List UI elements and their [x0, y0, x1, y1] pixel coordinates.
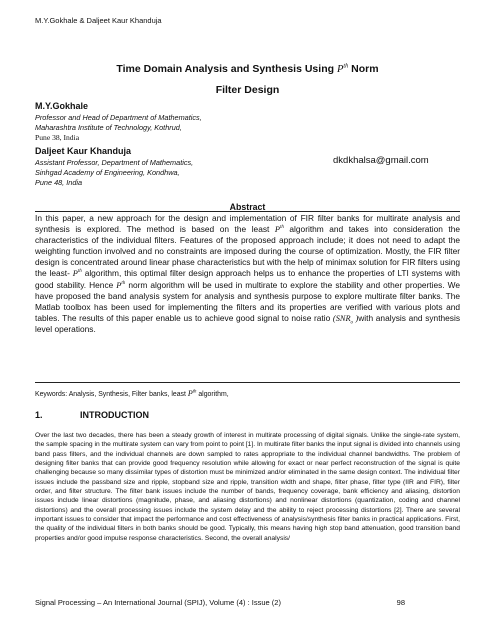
abstract-bottom-rule	[35, 382, 460, 383]
title-text-after: Norm	[348, 63, 379, 75]
page-number: 98	[396, 598, 405, 607]
author-1-affiliation-line: Maharashtra Institute of Technology, Kothrud,	[35, 123, 182, 133]
title-text-before: Time Domain Analysis and Synthesis Using	[116, 63, 337, 75]
section-title: INTRODUCTION	[80, 410, 149, 420]
paper-title-line-2: Filter Design	[215, 84, 280, 96]
running-head: M.Y.Gokhale & Daljeet Kaur Khanduja	[35, 16, 162, 25]
author-1-affiliation	[35, 113, 202, 144]
pth-symbol: $P^{th}$	[274, 225, 284, 235]
keywords-line: Keywords: Analysis, Synthesis, Filter banks, least $P^{th}$ algorithm,	[35, 389, 229, 398]
abstract-top-rule	[35, 211, 460, 212]
section-heading-introduction	[35, 410, 149, 420]
author-2-affiliation-line: Sinhgad Academy of Engineering, Kondhwa,	[35, 168, 180, 178]
page-footer	[35, 598, 460, 607]
author-2-affiliation	[35, 158, 193, 189]
author-2-affiliation-line: Assistant Professor, Department of Mathematics,	[35, 158, 194, 167]
author-1-name: M.Y.Gokhale	[35, 101, 89, 111]
author-2-email[interactable]: dkdkhalsa@gmail.com	[333, 155, 429, 166]
paper-title-line-1	[35, 63, 460, 75]
section-number: 1.	[35, 410, 43, 420]
author-1-affiliation-line: Professor and Head of Department of Mathematics,	[35, 113, 202, 122]
introduction-paragraph: Over the last two decades, there has been a steady growth of interest in multirate processing of digital signals. Unlike the single-rate system, the sample spacing in the multirate system can vary from point to point [1]. In multirate filter banks the input signal is divided into channels using band pass filters, and the individual channels are down sampled to rates appropriate to the individual channel bandwidths. The problem of designing filter banks that can provide good frequency resolution while allowing for exact or near perfect reconstruction of the signal is quite challenging because so many dissimilar types of distortion must be minimized and/or eliminated in the same design context. The individual filter issues include the passband size and ripple, stopband size and ripple, transition width and shape, filter phase, filter type (IIR and FIR), filter order, and filter structure. The filter bank issues include the number of bands, frequency coverage, bank efficiency and aliasing, distortion issues include linear distortions (magnitude, phase, and aliasing distortions) and nonlinear distortions (quantization, coding and channel distortions) and the overall processing issues include the system delay and the ability to reject processing distortions [2]. There are several important issues to consider that impact the performance and cost effectiveness of analysis/synthesis filter banks in practical applications. First, the quality of the individual filters in both banks should be good. Typically, this means having high stop band attenuation, good transition band properties and/or good impulse response characteristics. Second, the overall analysis/	[35, 432, 460, 542]
pth-symbol: $P^{th}$	[336, 62, 349, 75]
author-2-name: Daljeet Kaur Khanduja	[35, 146, 132, 156]
abstract-body: In this paper, a new approach for the design and implementation of FIR filter banks for multirate analysis and synthesis is explored. The method is based on the least $P^{th}$ algorithm and takes into consideration the characteristics of the individual filters. Features of the proposed approach include; it does not need to adapt the weighting function involved and no constraints are imposed during the course of optimization. Mostly, the FIR filter design is concentrated around linear phase characteristics but with the help of minimax solution for FIR filters using the least- $P^{th}$ algorithm, this optimal filter design approach helps us to enhance the properties of LTI systems with good stability. Hence $P^{th}$ norm algorithm will be used in multirate to explore the stability and other properties. We have proposed the band analysis system for analysis and synthesis purpose to explore multirate filter banks. The Matlab toolbox has been used for implementing the filters and its properties are verified with various plots and tables. The results of this paper enable us to achieve good signal to noise ratio ($SNR_o$ )with analysis and synthesis level operations.	[35, 213, 461, 334]
author-1-affiliation-line: Pune 38, India	[35, 133, 80, 143]
pth-symbol: $P^{th}$	[72, 269, 82, 279]
snr-symbol: ($SNR_o$ )	[332, 313, 359, 326]
abstract-heading: Abstract	[229, 202, 266, 212]
pth-symbol: $P^{th}$	[116, 280, 126, 290]
journal-citation: Signal Processing – An International Journal (SPIJ), Volume (4) : Issue (2)	[35, 598, 281, 607]
pth-symbol: $P^{th}$	[187, 389, 197, 398]
author-2-affiliation-line: Pune 48, India	[35, 178, 83, 188]
